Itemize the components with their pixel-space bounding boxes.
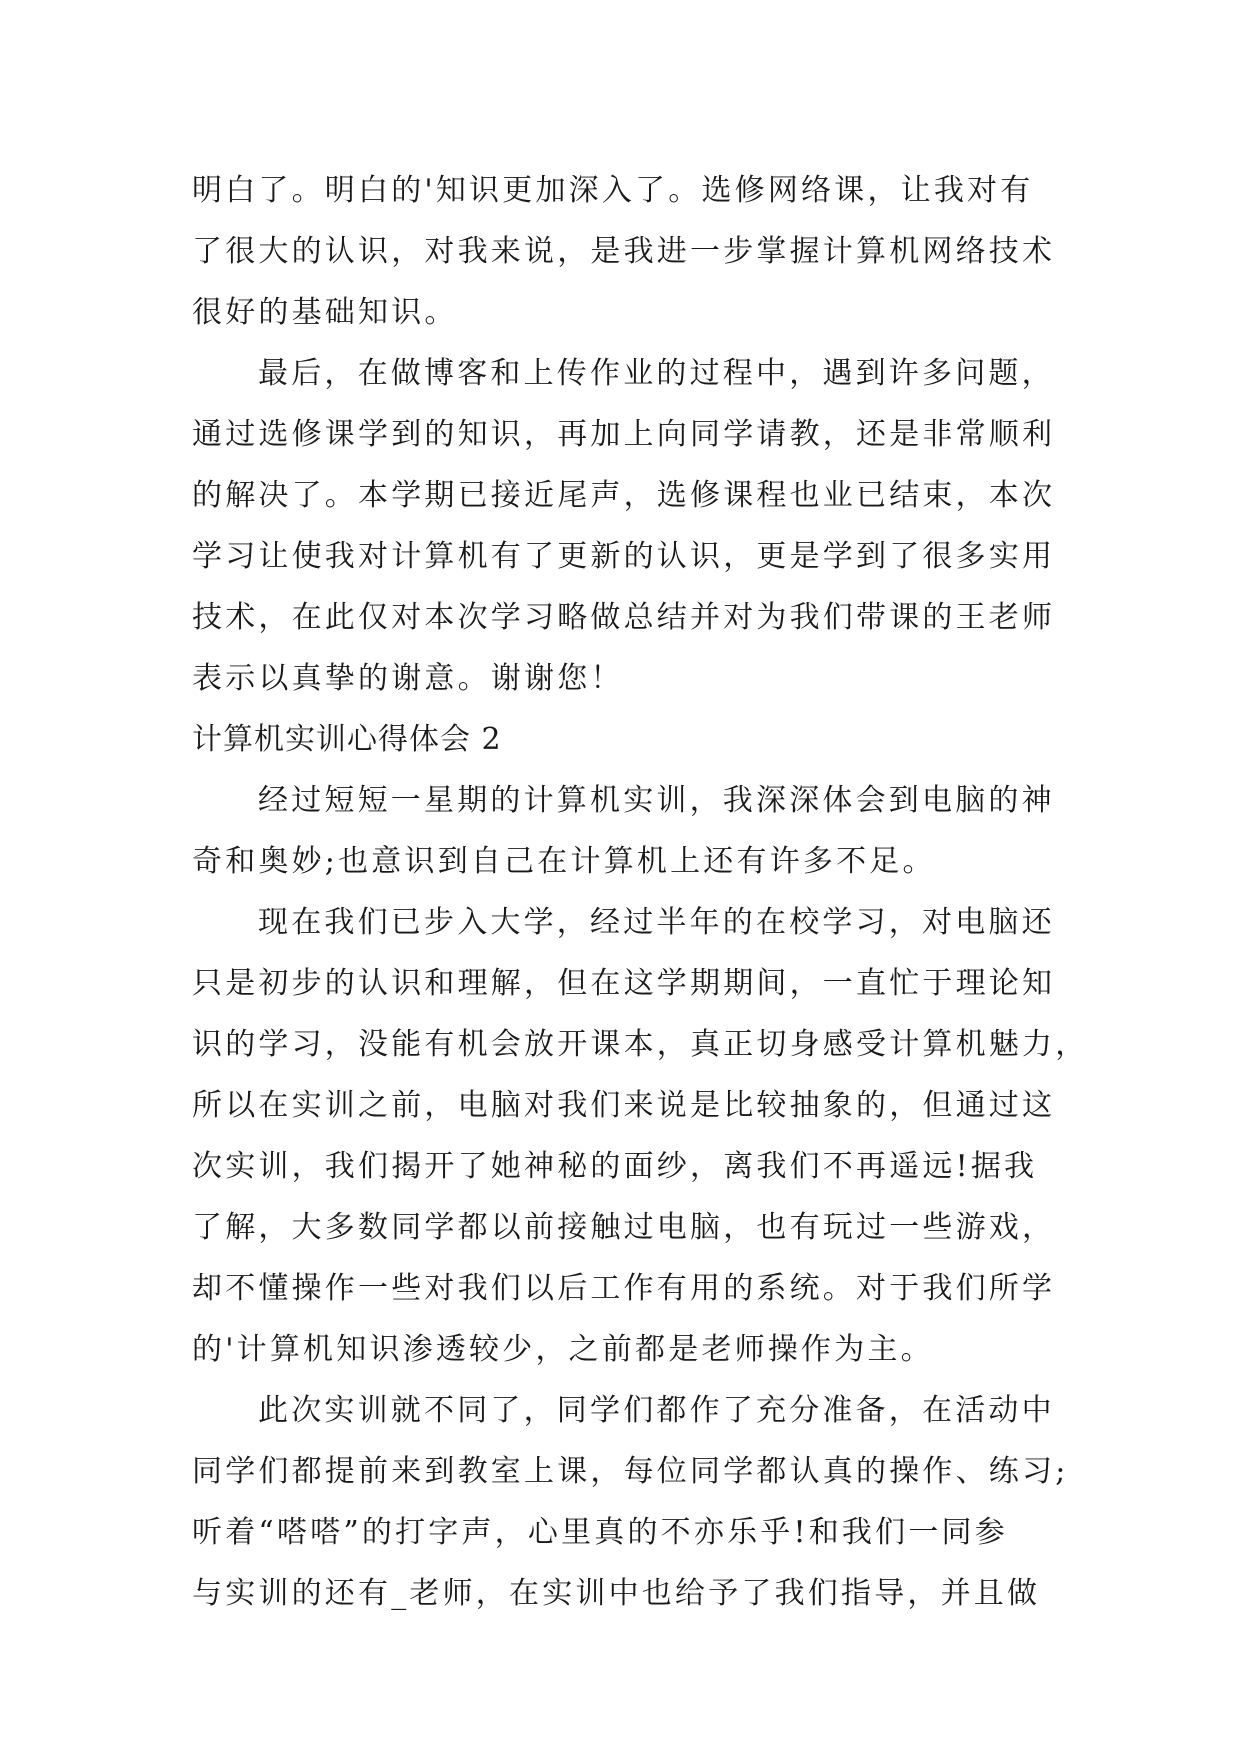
text-line: 的'计算机知识渗透较少，之前都是老师操作为主。 xyxy=(192,1332,934,1367)
text-line: 很好的基础知识。 xyxy=(192,295,458,330)
text-line: 所以在实训之前，电脑对我们来说是比较抽象的，但通过这 xyxy=(192,1088,1056,1123)
text-line: 同学们都提前来到教室上课，每位同学都认真的操作、练习; xyxy=(192,1454,1069,1489)
text-line: 明白了。明白的'知识更加深入了。选修网络课，让我对有 xyxy=(192,173,1034,208)
text-line: 只是初步的认识和理解，但在这学期期间，一直忙于理论知 xyxy=(192,966,1056,1001)
text-line: 学习让使我对计算机有了更新的认识，更是学到了很多实用 xyxy=(192,539,1056,574)
paragraph-start-line: 经过短短一星期的计算机实训，我深深体会到电脑的神 xyxy=(258,783,1055,818)
text-line: 表示以真挚的谢意。谢谢您！ xyxy=(192,661,624,696)
text-line: 识的学习，没能有机会放开课本，真正切身感受计算机魅力， xyxy=(192,1027,1089,1062)
text-line: 与实训的还有_老师，在实训中也给予了我们指导，并且做 xyxy=(192,1576,1041,1611)
text-line: 却不懂操作一些对我们以后工作有用的系统。对于我们所学 xyxy=(192,1271,1056,1306)
paragraph-start-line: 现在我们已步入大学，经过半年的在校学习，对电脑还 xyxy=(258,905,1055,940)
section-heading: 计算机实训心得体会 2 xyxy=(192,722,502,757)
document-body xyxy=(192,160,1089,1624)
text-line: 次实训，我们揭开了她神秘的面纱，离我们不再遥远!据我 xyxy=(192,1149,1038,1184)
text-line: 通过选修课学到的知识，再加上向同学请教，还是非常顺利 xyxy=(192,417,1056,452)
text-line: 技术，在此仅对本次学习略做总结并对为我们带课的王老师 xyxy=(192,600,1056,635)
paragraph-start-line: 此次实训就不同了，同学们都作了充分准备，在活动中 xyxy=(258,1393,1055,1428)
paragraph-start-line: 最后，在做博客和上传作业的过程中，遇到许多问题， xyxy=(258,356,1055,391)
text-line: 奇和奥妙;也意识到自己在计算机上还有许多不足。 xyxy=(192,844,936,879)
text-line: 了很大的认识，对我来说，是我进一步掌握计算机网络技术 xyxy=(192,234,1056,269)
text-line: 的解决了。本学期已接近尾声，选修课程也业已结束，本次 xyxy=(192,478,1056,513)
text-line: 听着“嗒嗒”的打字声，心里真的不亦乐乎!和我们一同参 xyxy=(192,1515,1008,1550)
text-line: 了解，大多数同学都以前接触过电脑，也有玩过一些游戏， xyxy=(192,1210,1056,1245)
